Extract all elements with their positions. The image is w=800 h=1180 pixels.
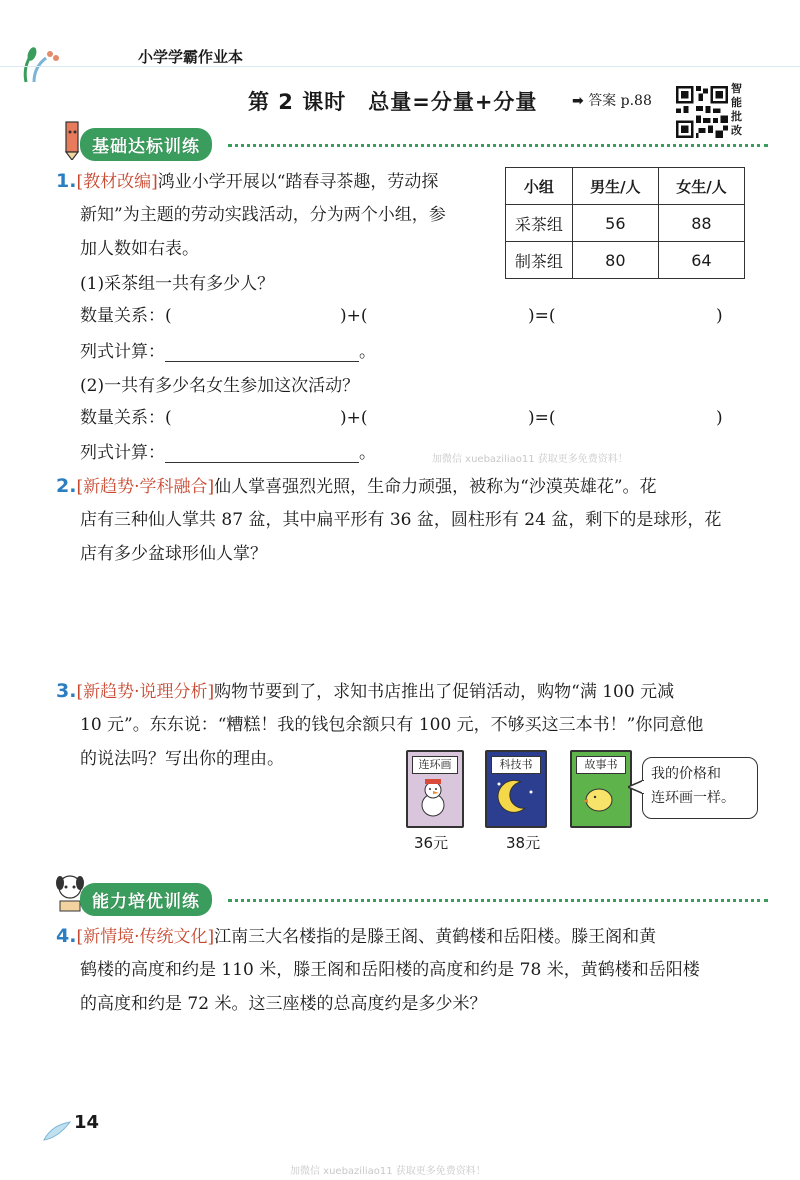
book-price: 36元 xyxy=(414,834,449,852)
book-title: 连环画 xyxy=(412,756,458,774)
smart-grading-label: 智 能 批 改 xyxy=(731,82,742,137)
section-dotted-line xyxy=(228,144,768,147)
question-number: 2. xyxy=(56,475,77,497)
question-tag: [新情境·传统文化] xyxy=(76,927,215,947)
group-table xyxy=(505,167,745,279)
watermark-text: 加微信 xuebaziliao11 获取更多免费资料！ xyxy=(432,454,628,465)
question-tag: [新趋势·说理分析] xyxy=(76,682,215,702)
moon-icon xyxy=(487,774,541,820)
section-basic-title: 基础达标训练 xyxy=(80,128,212,161)
question-tag: [新趋势·学科融合] xyxy=(76,477,215,497)
bubble-tail-icon xyxy=(628,780,644,794)
page-number: 14 xyxy=(74,1112,100,1133)
q4-line-1: 4.[新情境·传统文化]江南三大名楼指的是滕王阁、黄鹤楼和岳阳楼。滕王阁和黄 xyxy=(56,925,657,947)
q2-line-2: 店有三种仙人掌共 87 盆，其中扁平形有 36 盆，圆柱形有 24 盆，剩下的是球形，花 xyxy=(80,510,722,530)
question-number: 1. xyxy=(56,170,77,192)
relation-close: ) xyxy=(716,408,723,428)
q3-line-1: 3.[新趋势·说理分析]购物节要到了，求知书店推出了促销活动，购物“满 100 元减 xyxy=(56,680,675,702)
answer-page-text: 答案 p.88 xyxy=(588,93,652,109)
q2-line-3: 店有多少盆球形仙人掌？ xyxy=(80,544,267,564)
question-tag: [教材改编] xyxy=(76,172,158,192)
relation-label: 数量关系：( xyxy=(80,408,172,428)
relation-close: ) xyxy=(716,306,723,326)
q4-line-2: 鹤楼的高度和约是 110 米，滕王阁和岳阳楼的高度和约是 78 米，黄鹤楼和岳阳楼 xyxy=(80,960,700,980)
table-cell: 56 xyxy=(572,205,658,242)
section-advanced xyxy=(58,883,770,917)
table-header: 男生/人 xyxy=(572,168,658,205)
question-number: 3. xyxy=(56,680,77,702)
snowman-icon xyxy=(408,774,458,820)
q3-line-2: 10 元”。东东说：“糟糕！我的钱包余额只有 100 元，不够买这三本书！”你同意他 xyxy=(80,715,704,735)
speech-bubble: 我的价格和 连环画一样。 xyxy=(642,757,758,819)
header-divider xyxy=(0,66,800,67)
book-science xyxy=(485,750,547,828)
table-row xyxy=(506,205,745,242)
q2-line-1: 2.[新趋势·学科融合]仙人掌喜强烈光照，生命力顽强，被称为“沙漠英雄花”。花 xyxy=(56,475,657,497)
question-number: 4. xyxy=(56,925,77,947)
q1-line-2: 新知”为主题的劳动实践活动，分为两个小组，参 xyxy=(80,205,446,225)
relation-equals: )=( xyxy=(528,408,556,428)
brand-title: 小学学霸作业本 xyxy=(138,48,244,66)
q1-sub2: (2)一共有多少名女生参加这次活动？ xyxy=(80,376,360,396)
table-row xyxy=(506,242,745,279)
book-title: 故事书 xyxy=(576,756,626,774)
answer-blank[interactable] xyxy=(165,446,359,463)
chick-icon xyxy=(572,774,626,820)
book-price: 38元 xyxy=(506,834,541,852)
book-title: 科技书 xyxy=(491,756,541,774)
table-cell: 88 xyxy=(658,205,744,242)
section-advanced-title: 能力培优训练 xyxy=(80,883,212,916)
table-cell: 64 xyxy=(658,242,744,279)
answer-blank[interactable] xyxy=(165,345,359,362)
table-cell: 80 xyxy=(572,242,658,279)
q1-sub1: (1)采茶组一共有多少人？ xyxy=(80,274,275,294)
book-story xyxy=(570,750,632,828)
lesson-title: 第 2 课时 总量=分量+分量 xyxy=(248,90,538,114)
relation-label: 数量关系：( xyxy=(80,306,172,326)
relation-plus: )+( xyxy=(340,408,368,428)
table-header-row xyxy=(506,168,745,205)
relation-equals: )=( xyxy=(528,306,556,326)
table-header: 小组 xyxy=(506,168,573,205)
section-dotted-line xyxy=(228,899,768,902)
calc-row: 列式计算： 。 xyxy=(80,342,376,362)
watermark-text: 加微信 xuebaziliao11 获取更多免费资料！ xyxy=(290,1166,486,1177)
relation-plus: )+( xyxy=(340,306,368,326)
q4-line-3: 的高度和约是 72 米。这三座楼的总高度约是多少米？ xyxy=(80,994,487,1014)
table-cell: 制茶组 xyxy=(506,242,573,279)
table-header: 女生/人 xyxy=(658,168,744,205)
q3-line-3: 的说法吗？写出你的理由。 xyxy=(80,749,284,769)
answer-reference xyxy=(572,90,652,110)
leaf-footer-icon xyxy=(42,1120,72,1142)
table-cell: 采茶组 xyxy=(506,205,573,242)
section-basic xyxy=(58,128,770,162)
q1-line-3: 加人数如右表。 xyxy=(80,239,199,259)
arrow-right-icon: ➡ xyxy=(572,93,584,109)
calc-row: 列式计算： 。 xyxy=(80,443,376,463)
book-comic xyxy=(406,750,464,828)
q1-line-1: 1.[教材改编]鸿业小学开展以“踏春寻茶趣，劳动探 xyxy=(56,170,439,192)
plant-logo-icon xyxy=(20,44,64,84)
